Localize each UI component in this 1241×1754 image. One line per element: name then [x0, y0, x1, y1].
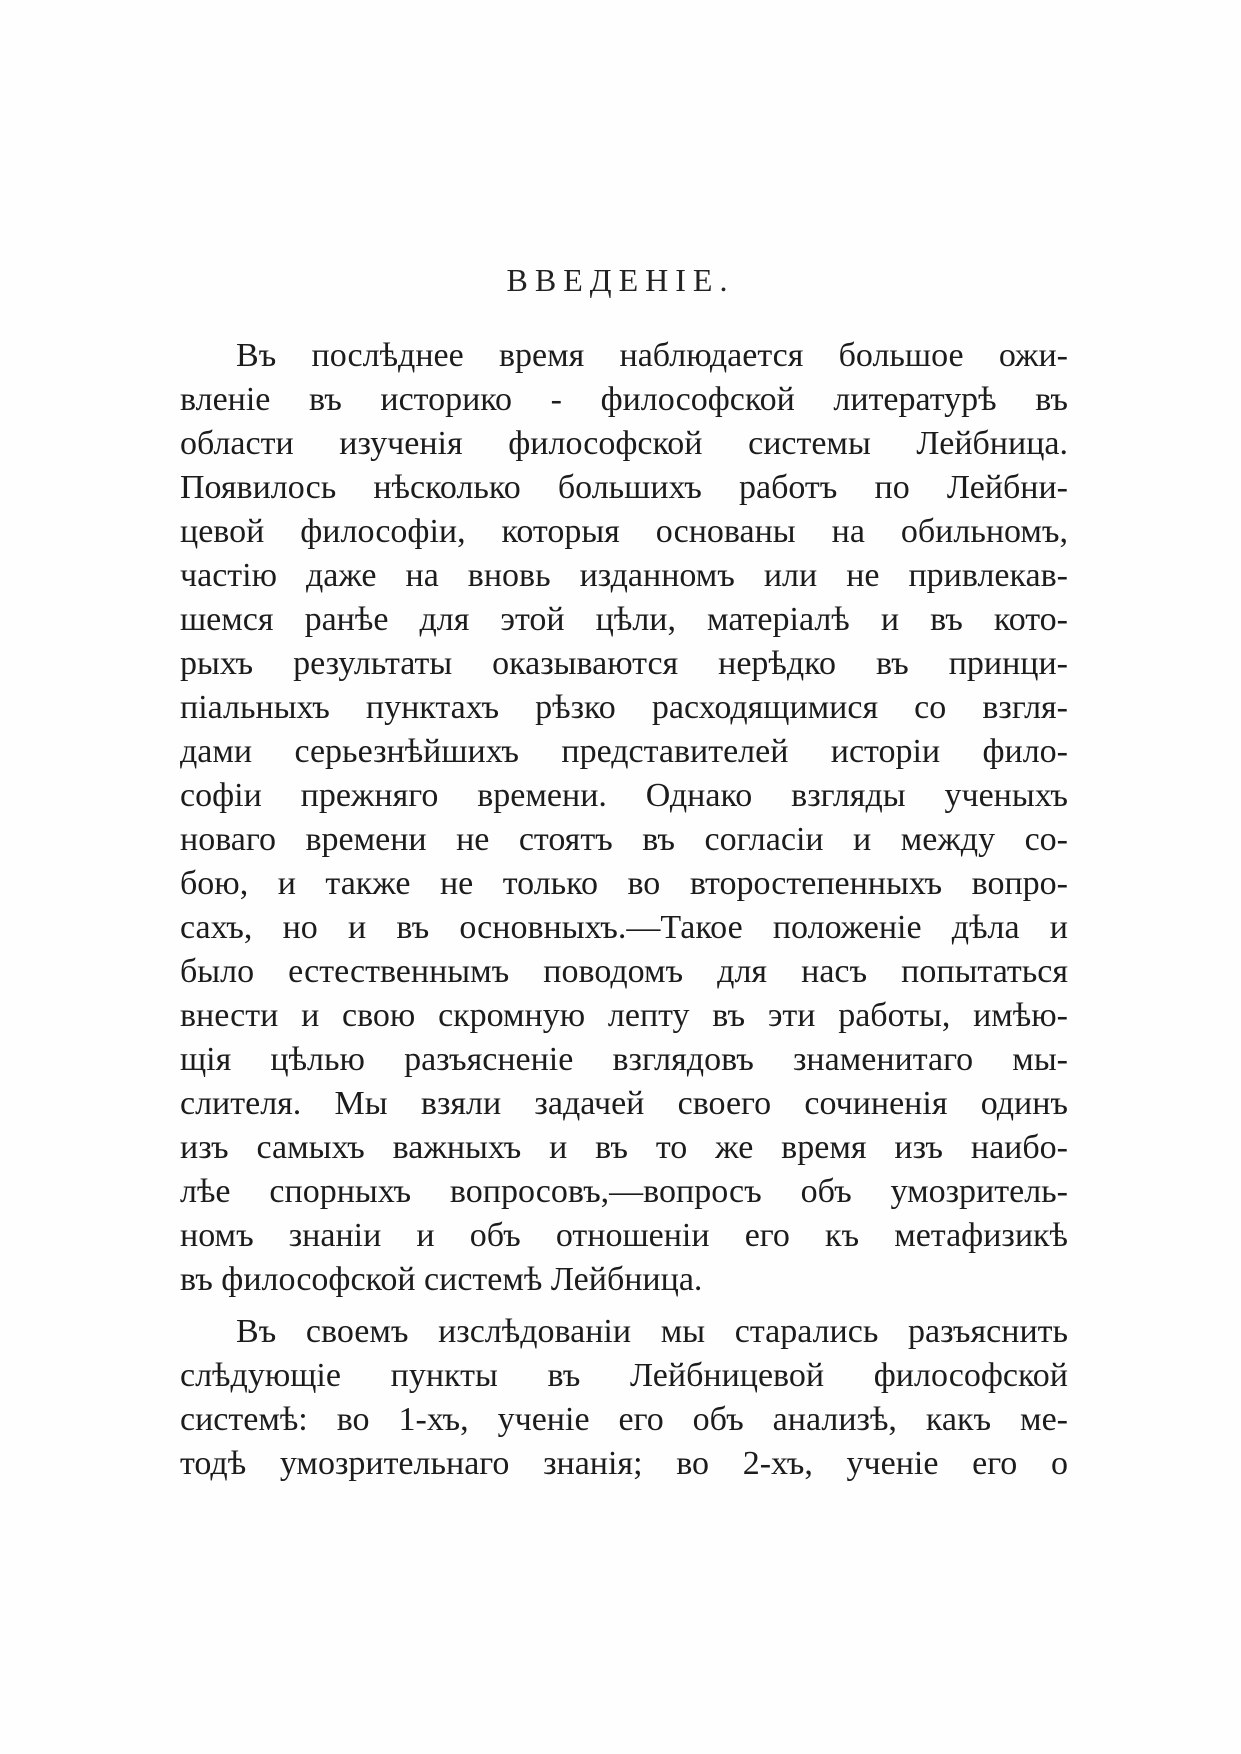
paragraph-2-line-2: слѣдующіе пункты въ Лейбницевой философской	[180, 1357, 1068, 1394]
paragraph-1-line-20: лѣе спорныхъ вопросовъ,—вопросъ объ умозритель-	[180, 1173, 1068, 1210]
paragraph-1-line-15: было естественнымъ поводомъ для насъ попытаться	[180, 953, 1068, 990]
chapter-heading: ВВЕДЕНІЕ.	[506, 262, 735, 298]
paragraph-1-line-17: щія цѣлью разъясненіе взглядовъ знаменитаго мы-	[180, 1041, 1068, 1078]
paragraph-1-line-13: бою, и также не только во второстепенныхъ вопро-	[180, 865, 1068, 902]
paragraph-1-line-14: сахъ, но и въ основныхъ.—Такое положеніе дѣла и	[180, 909, 1068, 946]
paragraph-1-line-2: вленіе въ историко - философской литературѣ въ	[180, 381, 1068, 418]
paragraph-1-line-7: шемся ранѣе для этой цѣли, матеріалѣ и въ кото-	[180, 601, 1068, 638]
paragraph-1-line-6: частію даже на вновь изданномъ или не привлекав-	[180, 557, 1068, 594]
paragraph-1-line-8: рыхъ результаты оказываются нерѣдко въ принци-	[180, 645, 1068, 682]
paragraph-2-line-3: системѣ: во 1-хъ, ученіе его объ анализѣ, какъ ме-	[180, 1401, 1068, 1438]
paragraph-1-line-16: внести и свою скромную лепту въ эти работы, имѣю-	[180, 997, 1068, 1034]
paragraph-1-line-11: софіи прежняго времени. Однако взгляды ученыхъ	[180, 777, 1068, 814]
paragraph-1-line-9: піальныхъ пунктахъ рѣзко расходящимися со взгля-	[180, 689, 1068, 726]
paragraph-2-line-4: тодѣ умозрительнаго знанія; во 2-хъ, ученіе его о	[180, 1445, 1068, 1482]
paragraph-1-line-3: области изученія философской системы Лейбница.	[180, 425, 1068, 462]
paragraph-1-line-1: Въ послѣднее время наблюдается большое ожи-	[236, 337, 1068, 374]
paragraph-1-line-10: дами серьезнѣйшихъ представителей исторіи фило-	[180, 733, 1068, 770]
paragraph-1-line-19: изъ самыхъ важныхъ и въ то же время изъ наибо-	[180, 1129, 1068, 1166]
paragraph-1-line-5: цевой философіи, которыя основаны на обильномъ,	[180, 513, 1068, 550]
paragraph-2-line-1: Въ своемъ изслѣдованіи мы старались разъяснить	[236, 1313, 1068, 1350]
paragraph-1-line-21: номъ знаніи и объ отношеніи его къ метафизикѣ	[180, 1217, 1068, 1254]
paragraph-1-line-12: новаго времени не стоятъ въ согласіи и между со-	[180, 821, 1068, 858]
paragraph-1-line-22: въ философской системѣ Лейбница.	[180, 1261, 703, 1298]
paragraph-1-line-18: слителя. Мы взяли задачей своего сочиненія одинъ	[180, 1085, 1068, 1122]
paragraph-1-line-4: Появилось нѣсколько большихъ работъ по Лейбни-	[180, 469, 1068, 506]
